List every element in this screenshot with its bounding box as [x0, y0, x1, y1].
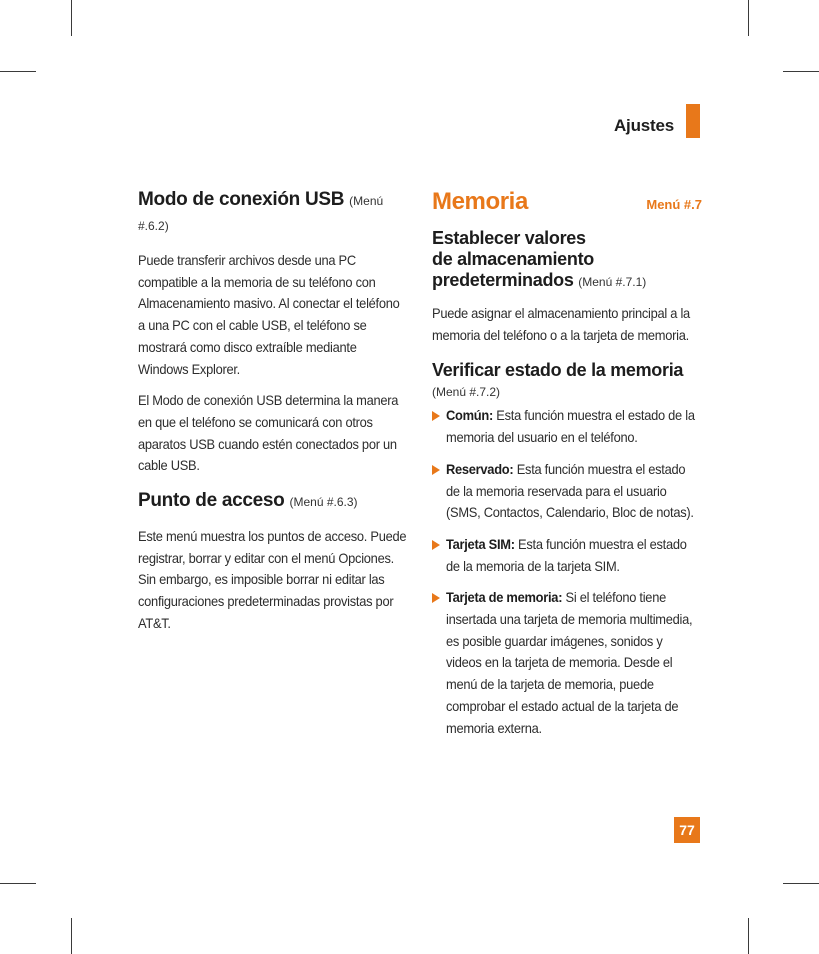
usb-mode-title: Modo de conexión USB: [138, 189, 345, 210]
access-point-menu-ref: (Menú #.6.3): [289, 495, 358, 510]
arrow-bullet-icon: [432, 465, 440, 475]
default-storage-menu-ref: (Menú #.7.1): [578, 275, 647, 289]
header-tab-marker: [686, 104, 700, 138]
list-item: [432, 459, 702, 524]
crop-mark: [0, 883, 36, 884]
verify-memory-menu-ref: (Menú #.7.2): [432, 385, 501, 400]
list-item: [432, 405, 702, 448]
list-item-text: [446, 534, 698, 577]
default-storage-title-line1: Establecer valores: [432, 228, 586, 248]
crop-mark: [0, 71, 36, 72]
memory-section-title: Memoria: [432, 188, 528, 215]
access-point-paragraph: Este menú muestra los puntos de acceso. Puede registrar, borrar y editar con el menú Opciones. Sin embargo, es imposible borrar ni editar las configuraciones predeterminadas provistas por AT&T.: [138, 528, 407, 631]
memory-section-menu-ref: Menú #.7: [646, 197, 702, 212]
right-column: [432, 188, 702, 749]
default-storage-heading: [432, 228, 702, 293]
list-item-label: Tarjeta de memoria:: [446, 589, 563, 606]
list-item-text: [446, 459, 698, 524]
usb-mode-paragraph-1: Puede transferir archivos desde una PC compatible a la memoria de su teléfono con Almacenamiento masivo. Al conectar el teléfono a una PC con el cable USB, el teléfono se mostrará como disco extraíble mediante Windows Explorer.: [138, 252, 400, 377]
page-number: 77: [674, 817, 700, 843]
access-point-title: Punto de acceso: [138, 490, 285, 512]
arrow-bullet-icon: [432, 411, 440, 421]
crop-mark: [71, 0, 72, 36]
list-item-description: Esta función muestra el estado de la memoria de la tarjeta SIM.: [446, 535, 687, 574]
left-column: [138, 188, 408, 645]
list-item-description: Esta función muestra el estado de la memoria del usuario en el teléfono.: [446, 407, 695, 446]
memory-status-list: [432, 405, 702, 739]
list-item-label: Tarjeta SIM:: [446, 535, 515, 552]
page-header-title: Ajustes: [613, 116, 674, 135]
usb-mode-menu-ref: (Menú #.6.2): [138, 194, 384, 233]
crop-mark: [748, 0, 749, 36]
arrow-bullet-icon: [432, 593, 440, 603]
usb-mode-heading: [138, 188, 408, 238]
list-item-label: Reservado:: [446, 460, 514, 477]
access-point-heading: [138, 489, 408, 514]
list-item: [432, 587, 702, 739]
list-item-description: Esta función muestra el estado de la memoria reservada para el usuario (SMS, Contactos, Calendario, Bloc de notas).: [446, 460, 694, 521]
default-storage-title-line3: predeterminados: [432, 270, 574, 290]
list-item: [432, 534, 702, 577]
default-storage-paragraph: Puede asignar el almacenamiento principal a la memoria del teléfono o a la tarjeta de memoria.: [432, 305, 690, 343]
crop-mark: [71, 918, 72, 954]
list-item-text: [446, 587, 698, 739]
memory-section-header: [432, 188, 702, 218]
verify-memory-heading: Verificar estado de la memoria: [432, 360, 684, 381]
crop-mark: [748, 918, 749, 954]
crop-mark: [783, 883, 819, 884]
default-storage-title-line2: de almacenamiento: [432, 249, 594, 269]
list-item-description: Si el teléfono tiene insertada una tarjeta de memoria multimedia, es posible guardar imágenes, sonidos y videos en la tarjeta de memoria. Desde el menú de la tarjeta de memoria, puede comprobar el estado actual de la tarjeta de memoria externa.: [446, 589, 693, 736]
crop-mark: [783, 71, 819, 72]
arrow-bullet-icon: [432, 540, 440, 550]
list-item-text: [446, 405, 698, 448]
usb-mode-paragraph-2: El Modo de conexión USB determina la manera en que el teléfono se comunicará con otros aparatos USB cuando estén conectados por un cable USB.: [138, 392, 399, 474]
list-item-label: Común:: [446, 407, 493, 424]
